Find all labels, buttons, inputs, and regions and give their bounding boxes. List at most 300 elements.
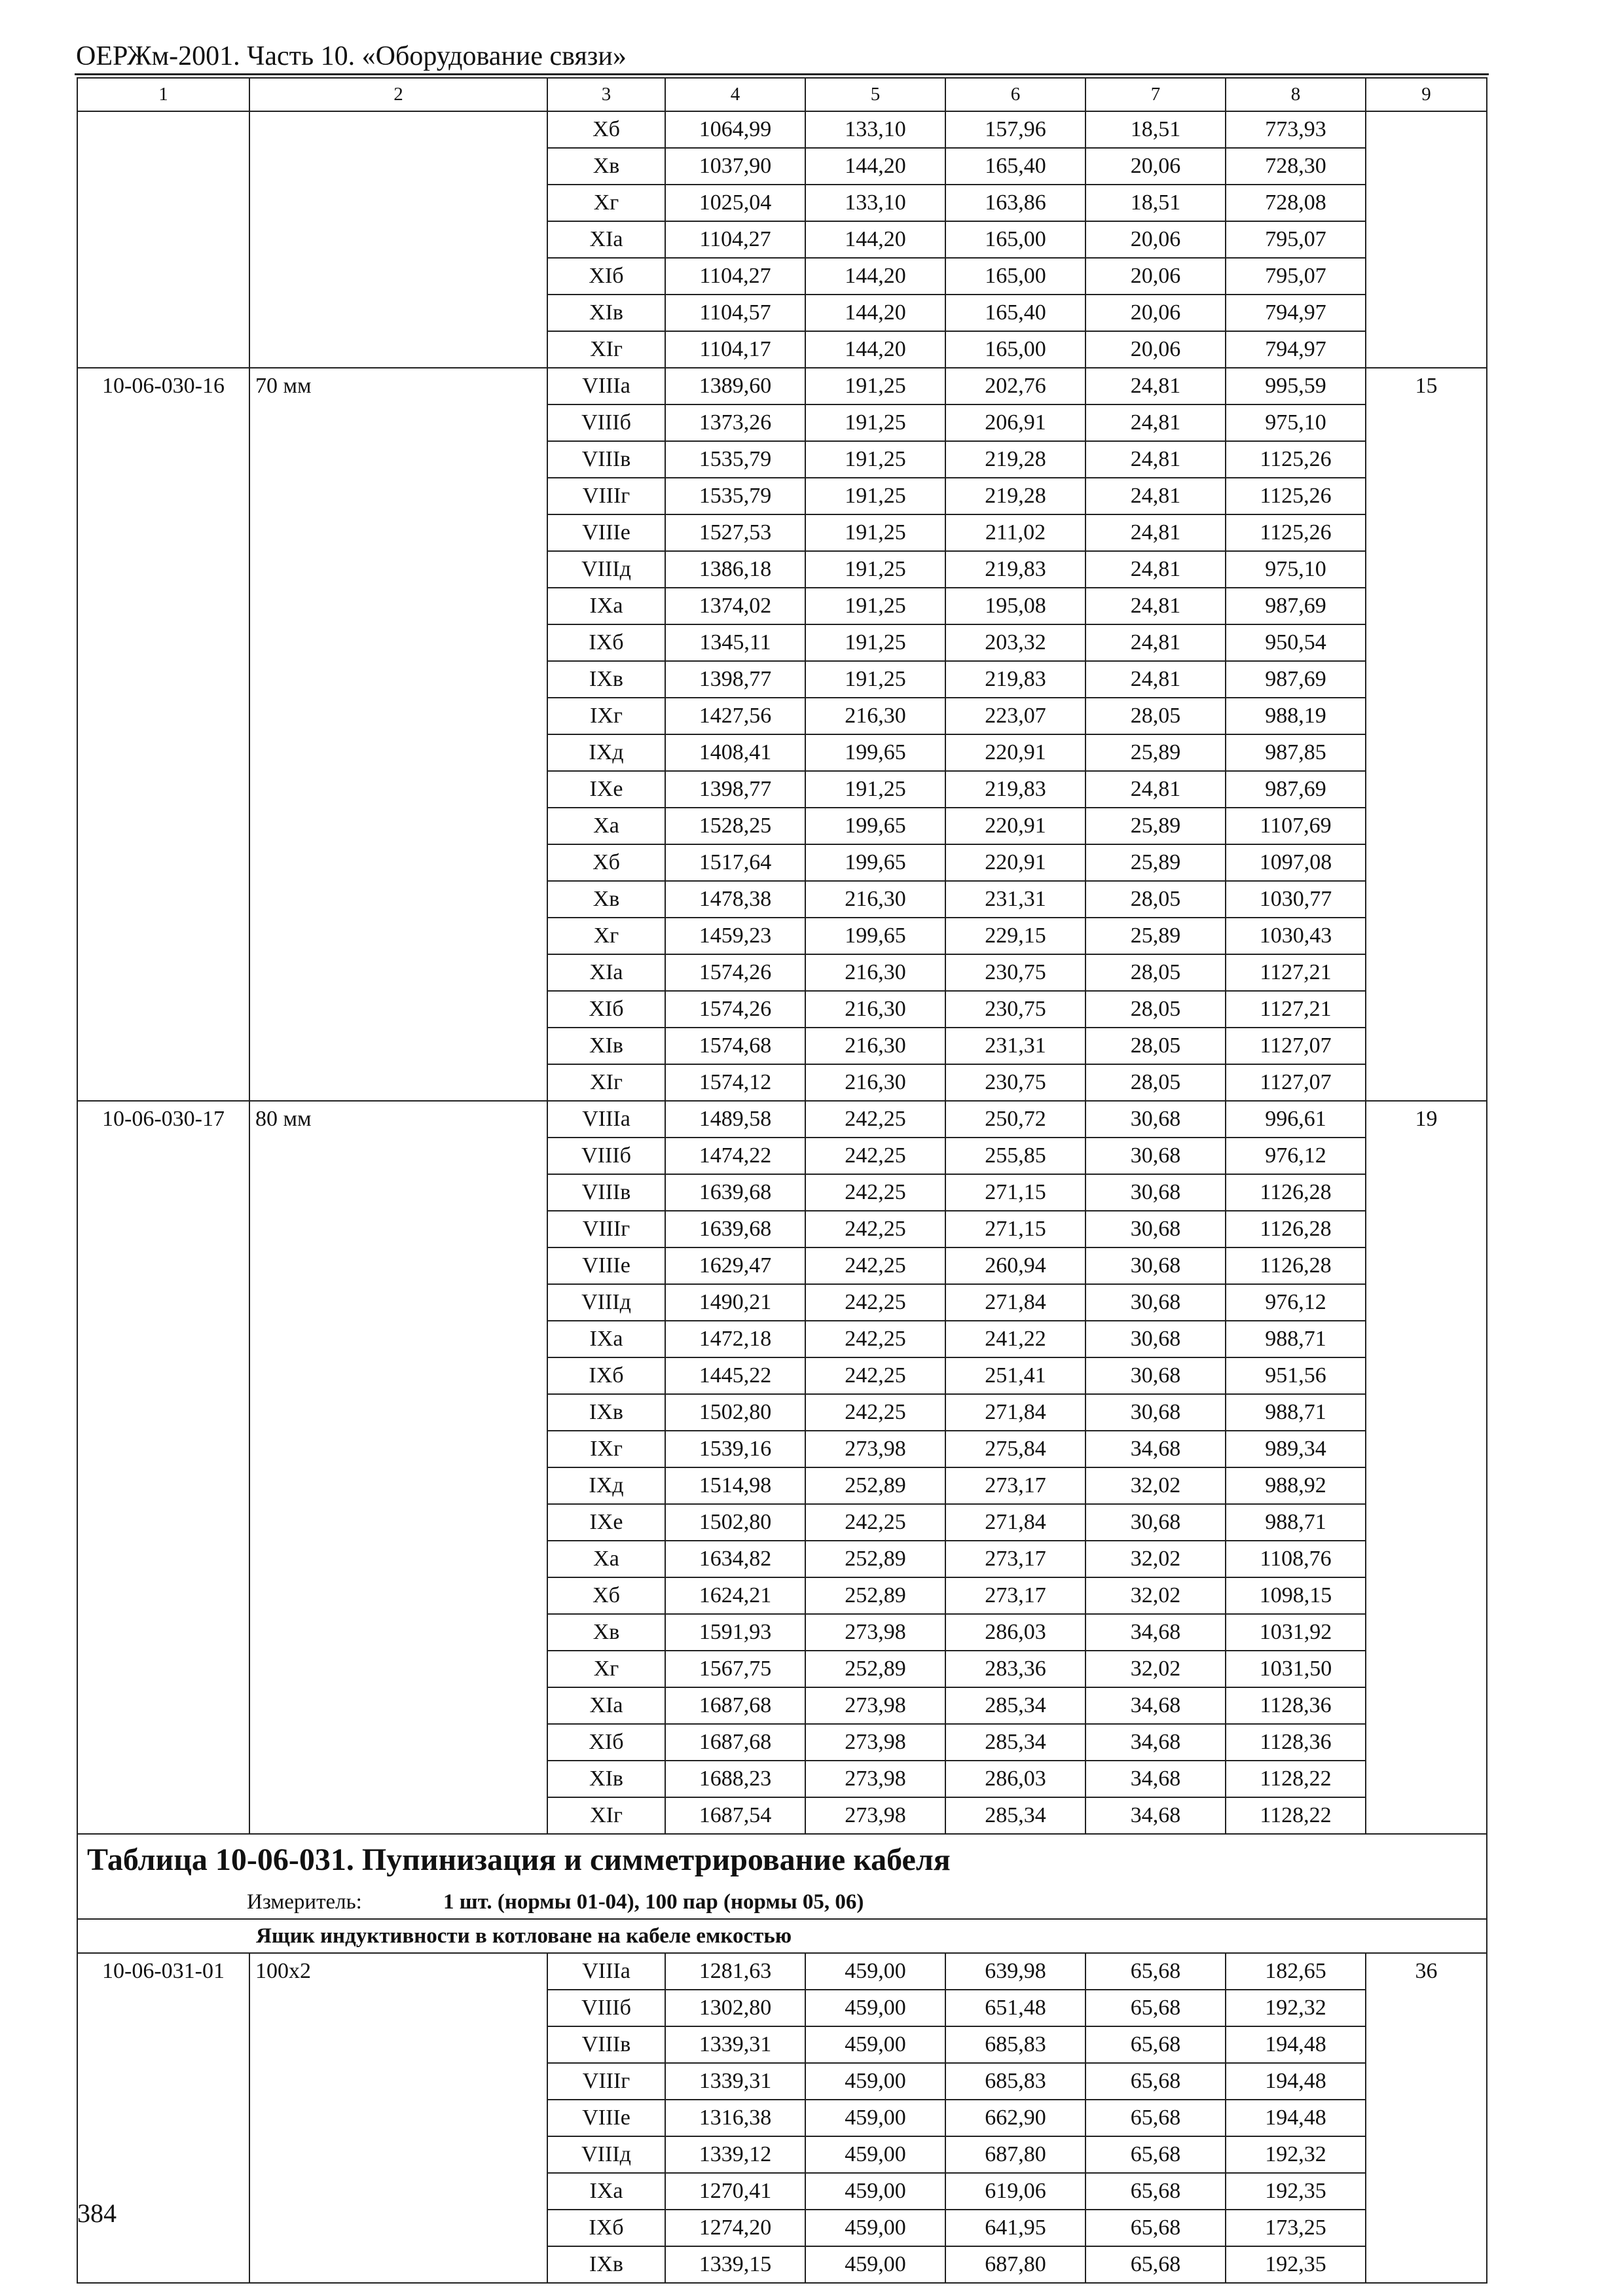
value-cell: 1128,36 xyxy=(1226,1687,1366,1724)
value-cell: 24,81 xyxy=(1085,368,1226,404)
rate-code xyxy=(77,111,249,368)
labor-cell: 19 xyxy=(1366,1101,1487,1834)
value-cell: 988,71 xyxy=(1226,1504,1366,1541)
value-cell: 230,75 xyxy=(945,991,1085,1028)
value-cell: 795,07 xyxy=(1226,258,1366,295)
value-cell: 987,69 xyxy=(1226,771,1366,808)
running-header: ОЕРЖм-2001. Часть 10. «Оборудование связи» xyxy=(76,41,627,71)
value-cell: 987,69 xyxy=(1226,661,1366,698)
zone-cell: IXд xyxy=(547,1467,665,1504)
value-cell: 285,34 xyxy=(945,1797,1085,1834)
section-title-row xyxy=(77,1834,1487,1886)
value-cell: 20,06 xyxy=(1085,295,1226,331)
zone-cell: XIг xyxy=(547,1797,665,1834)
value-cell: 1574,68 xyxy=(665,1028,805,1064)
value-cell: 275,84 xyxy=(945,1431,1085,1467)
value-cell: 252,89 xyxy=(805,1467,945,1504)
zone-cell: IXe xyxy=(547,771,665,808)
value-cell: 1528,25 xyxy=(665,808,805,844)
value-cell: 241,22 xyxy=(945,1321,1085,1357)
value-cell: 219,83 xyxy=(945,661,1085,698)
column-header: 5 xyxy=(805,78,945,111)
rate-code: 10-06-030-17 xyxy=(77,1101,249,1834)
value-cell: 242,25 xyxy=(805,1247,945,1284)
zone-cell: Xв xyxy=(547,148,665,185)
value-cell: 24,81 xyxy=(1085,661,1226,698)
value-cell: 191,25 xyxy=(805,661,945,698)
column-header: 7 xyxy=(1085,78,1226,111)
value-cell: 32,02 xyxy=(1085,1651,1226,1687)
value-cell: 252,89 xyxy=(805,1651,945,1687)
value-cell: 242,25 xyxy=(805,1174,945,1211)
value-cell: 20,06 xyxy=(1085,221,1226,258)
value-cell: 651,48 xyxy=(945,1990,1085,2026)
table-row xyxy=(77,368,1487,404)
value-cell: 1688,23 xyxy=(665,1761,805,1797)
value-cell: 203,32 xyxy=(945,624,1085,661)
value-cell: 459,00 xyxy=(805,2173,945,2210)
value-cell: 242,25 xyxy=(805,1394,945,1431)
value-cell: 1517,64 xyxy=(665,844,805,881)
value-cell: 242,25 xyxy=(805,1357,945,1394)
group-title-row xyxy=(77,1919,1487,1953)
value-cell: 28,05 xyxy=(1085,698,1226,734)
value-cell: 1624,21 xyxy=(665,1577,805,1614)
value-cell: 459,00 xyxy=(805,1953,945,1990)
value-cell: 30,68 xyxy=(1085,1138,1226,1174)
column-header: 9 xyxy=(1366,78,1487,111)
zone-cell: VIIIг xyxy=(547,478,665,514)
value-cell: 285,34 xyxy=(945,1687,1085,1724)
value-cell: 1104,27 xyxy=(665,221,805,258)
zone-cell: IXб xyxy=(547,624,665,661)
rate-name: 80 мм xyxy=(249,1101,547,1834)
value-cell: 216,30 xyxy=(805,991,945,1028)
value-cell: 242,25 xyxy=(805,1284,945,1321)
value-cell: 1126,28 xyxy=(1226,1247,1366,1284)
value-cell: 1472,18 xyxy=(665,1321,805,1357)
column-header: 2 xyxy=(249,78,547,111)
page-number: 384 xyxy=(77,2198,117,2228)
value-cell: 1539,16 xyxy=(665,1431,805,1467)
value-cell: 28,05 xyxy=(1085,1028,1226,1064)
value-cell: 989,34 xyxy=(1226,1431,1366,1467)
value-cell: 988,71 xyxy=(1226,1321,1366,1357)
value-cell: 1098,15 xyxy=(1226,1577,1366,1614)
value-cell: 133,10 xyxy=(805,185,945,221)
value-cell: 1128,22 xyxy=(1226,1761,1366,1797)
value-cell: 1687,54 xyxy=(665,1797,805,1834)
value-cell: 191,25 xyxy=(805,404,945,441)
zone-cell: IXг xyxy=(547,1431,665,1467)
value-cell: 1031,50 xyxy=(1226,1651,1366,1687)
labor-cell xyxy=(1366,111,1487,368)
zone-cell: XIa xyxy=(547,221,665,258)
value-cell: 1408,41 xyxy=(665,734,805,771)
value-cell: 199,65 xyxy=(805,808,945,844)
zone-cell: XIa xyxy=(547,1687,665,1724)
value-cell: 252,89 xyxy=(805,1541,945,1577)
value-cell: 206,91 xyxy=(945,404,1085,441)
value-cell: 271,84 xyxy=(945,1284,1085,1321)
section-title: Таблица 10-06-031. Пупинизация и симметрирование кабеля xyxy=(77,1834,1487,1886)
value-cell: 273,17 xyxy=(945,1577,1085,1614)
zone-cell: IXг xyxy=(547,698,665,734)
value-cell: 32,02 xyxy=(1085,1541,1226,1577)
value-cell: 687,80 xyxy=(945,2136,1085,2173)
value-cell: 30,68 xyxy=(1085,1174,1226,1211)
value-cell: 242,25 xyxy=(805,1101,945,1138)
value-cell: 1339,15 xyxy=(665,2246,805,2283)
value-cell: 1574,12 xyxy=(665,1064,805,1101)
value-cell: 1339,31 xyxy=(665,2026,805,2063)
value-cell: 975,10 xyxy=(1226,404,1366,441)
value-cell: 18,51 xyxy=(1085,111,1226,148)
value-cell: 1574,26 xyxy=(665,954,805,991)
value-cell: 30,68 xyxy=(1085,1321,1226,1357)
zone-cell: VIIIa xyxy=(547,1953,665,1990)
value-cell: 1373,26 xyxy=(665,404,805,441)
value-cell: 794,97 xyxy=(1226,331,1366,368)
value-cell: 220,91 xyxy=(945,734,1085,771)
zone-cell: VIIIe xyxy=(547,1247,665,1284)
value-cell: 192,35 xyxy=(1226,2173,1366,2210)
unit-row xyxy=(77,1886,1487,1919)
value-cell: 1527,53 xyxy=(665,514,805,551)
value-cell: 65,68 xyxy=(1085,1953,1226,1990)
value-cell: 242,25 xyxy=(805,1504,945,1541)
value-cell: 24,81 xyxy=(1085,771,1226,808)
value-cell: 216,30 xyxy=(805,1028,945,1064)
zone-cell: XIг xyxy=(547,1064,665,1101)
rate-name: 70 мм xyxy=(249,368,547,1101)
zone-cell: Xг xyxy=(547,1651,665,1687)
zone-cell: VIIIг xyxy=(547,2063,665,2100)
unit-cell xyxy=(77,1886,1487,1919)
value-cell: 1634,82 xyxy=(665,1541,805,1577)
value-cell: 286,03 xyxy=(945,1614,1085,1651)
value-cell: 1574,26 xyxy=(665,991,805,1028)
value-cell: 30,68 xyxy=(1085,1247,1226,1284)
value-cell: 199,65 xyxy=(805,918,945,954)
value-cell: 1591,93 xyxy=(665,1614,805,1651)
value-cell: 34,68 xyxy=(1085,1614,1226,1651)
value-cell: 250,72 xyxy=(945,1101,1085,1138)
value-cell: 1339,31 xyxy=(665,2063,805,2100)
value-cell: 1445,22 xyxy=(665,1357,805,1394)
value-cell: 976,12 xyxy=(1226,1284,1366,1321)
value-cell: 34,68 xyxy=(1085,1797,1226,1834)
value-cell: 24,81 xyxy=(1085,478,1226,514)
value-cell: 223,07 xyxy=(945,698,1085,734)
value-cell: 459,00 xyxy=(805,2100,945,2136)
value-cell: 459,00 xyxy=(805,2246,945,2283)
value-cell: 242,25 xyxy=(805,1321,945,1357)
value-cell: 65,68 xyxy=(1085,2246,1226,2283)
value-cell: 1126,28 xyxy=(1226,1211,1366,1247)
value-cell: 144,20 xyxy=(805,295,945,331)
value-cell: 252,89 xyxy=(805,1577,945,1614)
value-cell: 191,25 xyxy=(805,514,945,551)
value-cell: 1031,92 xyxy=(1226,1614,1366,1651)
zone-cell: VIIIe xyxy=(547,514,665,551)
value-cell: 192,35 xyxy=(1226,2246,1366,2283)
value-cell: 271,15 xyxy=(945,1211,1085,1247)
value-cell: 65,68 xyxy=(1085,2173,1226,2210)
value-cell: 251,41 xyxy=(945,1357,1085,1394)
value-cell: 1025,04 xyxy=(665,185,805,221)
zone-cell: XIб xyxy=(547,258,665,295)
value-cell: 163,86 xyxy=(945,185,1085,221)
value-cell: 219,28 xyxy=(945,441,1085,478)
column-number-row xyxy=(77,78,1487,111)
value-cell: 191,25 xyxy=(805,478,945,514)
zone-cell: Xб xyxy=(547,844,665,881)
zone-cell: XIв xyxy=(547,1761,665,1797)
zone-cell: XIв xyxy=(547,1028,665,1064)
value-cell: 273,17 xyxy=(945,1541,1085,1577)
value-cell: 1474,22 xyxy=(665,1138,805,1174)
value-cell: 30,68 xyxy=(1085,1101,1226,1138)
value-cell: 18,51 xyxy=(1085,185,1226,221)
value-cell: 1316,38 xyxy=(665,2100,805,2136)
value-cell: 34,68 xyxy=(1085,1724,1226,1761)
zone-cell: VIIIд xyxy=(547,2136,665,2173)
value-cell: 25,89 xyxy=(1085,844,1226,881)
value-cell: 273,98 xyxy=(805,1687,945,1724)
value-cell: 165,00 xyxy=(945,221,1085,258)
value-cell: 231,31 xyxy=(945,1028,1085,1064)
value-cell: 1502,80 xyxy=(665,1394,805,1431)
value-cell: 1104,57 xyxy=(665,295,805,331)
zone-cell: IXa xyxy=(547,2173,665,2210)
value-cell: 1398,77 xyxy=(665,661,805,698)
value-cell: 1270,41 xyxy=(665,2173,805,2210)
value-cell: 65,68 xyxy=(1085,2136,1226,2173)
value-cell: 1030,77 xyxy=(1226,881,1366,918)
zone-cell: VIIIв xyxy=(547,1174,665,1211)
value-cell: 24,81 xyxy=(1085,404,1226,441)
table-row xyxy=(77,111,1487,148)
zone-cell: VIIIв xyxy=(547,441,665,478)
value-cell: 230,75 xyxy=(945,1064,1085,1101)
rate-code: 10-06-030-16 xyxy=(77,368,249,1101)
zone-cell: Xa xyxy=(547,1541,665,1577)
value-cell: 211,02 xyxy=(945,514,1085,551)
zone-cell: XIa xyxy=(547,954,665,991)
zone-cell: XIв xyxy=(547,295,665,331)
value-cell: 988,92 xyxy=(1226,1467,1366,1504)
zone-cell: XIб xyxy=(547,991,665,1028)
table-row xyxy=(77,1953,1487,1990)
value-cell: 220,91 xyxy=(945,844,1085,881)
value-cell: 286,03 xyxy=(945,1761,1085,1797)
value-cell: 191,25 xyxy=(805,368,945,404)
zone-cell: Xб xyxy=(547,111,665,148)
zone-cell: Xa xyxy=(547,808,665,844)
value-cell: 1374,02 xyxy=(665,588,805,624)
value-cell: 1104,17 xyxy=(665,331,805,368)
value-cell: 24,81 xyxy=(1085,551,1226,588)
zone-cell: VIIIa xyxy=(547,368,665,404)
value-cell: 255,85 xyxy=(945,1138,1085,1174)
value-cell: 794,97 xyxy=(1226,295,1366,331)
value-cell: 273,98 xyxy=(805,1614,945,1651)
value-cell: 1127,21 xyxy=(1226,991,1366,1028)
value-cell: 1639,68 xyxy=(665,1174,805,1211)
value-cell: 728,08 xyxy=(1226,185,1366,221)
column-header: 1 xyxy=(77,78,249,111)
value-cell: 1535,79 xyxy=(665,478,805,514)
value-cell: 1502,80 xyxy=(665,1504,805,1541)
labor-cell: 36 xyxy=(1366,1953,1487,2283)
value-cell: 1127,07 xyxy=(1226,1028,1366,1064)
value-cell: 795,07 xyxy=(1226,221,1366,258)
value-cell: 231,31 xyxy=(945,881,1085,918)
value-cell: 34,68 xyxy=(1085,1687,1226,1724)
value-cell: 1629,47 xyxy=(665,1247,805,1284)
zone-cell: XIб xyxy=(547,1724,665,1761)
value-cell: 273,98 xyxy=(805,1761,945,1797)
value-cell: 1107,69 xyxy=(1226,808,1366,844)
value-cell: 20,06 xyxy=(1085,258,1226,295)
unit-label: Измеритель: xyxy=(247,1890,362,1914)
labor-cell: 15 xyxy=(1366,368,1487,1101)
zone-cell: VIIIд xyxy=(547,551,665,588)
zone-cell: VIIIд xyxy=(547,1284,665,1321)
value-cell: 144,20 xyxy=(805,221,945,258)
value-cell: 25,89 xyxy=(1085,734,1226,771)
value-cell: 32,02 xyxy=(1085,1467,1226,1504)
value-cell: 24,81 xyxy=(1085,624,1226,661)
value-cell: 157,96 xyxy=(945,111,1085,148)
value-cell: 219,83 xyxy=(945,771,1085,808)
rate-name xyxy=(249,111,547,368)
value-cell: 216,30 xyxy=(805,1064,945,1101)
value-cell: 144,20 xyxy=(805,148,945,185)
rate-name: 100x2 xyxy=(249,1953,547,2283)
value-cell: 1567,75 xyxy=(665,1651,805,1687)
value-cell: 1037,90 xyxy=(665,148,805,185)
value-cell: 24,81 xyxy=(1085,441,1226,478)
value-cell: 988,19 xyxy=(1226,698,1366,734)
value-cell: 199,65 xyxy=(805,734,945,771)
value-cell: 32,02 xyxy=(1085,1577,1226,1614)
value-cell: 273,98 xyxy=(805,1797,945,1834)
value-cell: 996,61 xyxy=(1226,1101,1366,1138)
value-cell: 271,15 xyxy=(945,1174,1085,1211)
value-cell: 1030,43 xyxy=(1226,918,1366,954)
value-cell: 1339,12 xyxy=(665,2136,805,2173)
value-cell: 65,68 xyxy=(1085,2026,1226,2063)
value-cell: 1687,68 xyxy=(665,1724,805,1761)
zone-cell: IXб xyxy=(547,2210,665,2246)
value-cell: 459,00 xyxy=(805,1990,945,2026)
column-header: 6 xyxy=(945,78,1085,111)
value-cell: 216,30 xyxy=(805,698,945,734)
value-cell: 24,81 xyxy=(1085,588,1226,624)
value-cell: 995,59 xyxy=(1226,368,1366,404)
value-cell: 30,68 xyxy=(1085,1211,1226,1247)
value-cell: 1389,60 xyxy=(665,368,805,404)
column-header: 3 xyxy=(547,78,665,111)
value-cell: 662,90 xyxy=(945,2100,1085,2136)
value-cell: 242,25 xyxy=(805,1138,945,1174)
value-cell: 1097,08 xyxy=(1226,844,1366,881)
value-cell: 191,25 xyxy=(805,771,945,808)
zone-cell: Xг xyxy=(547,918,665,954)
value-cell: 271,84 xyxy=(945,1504,1085,1541)
value-cell: 192,32 xyxy=(1226,1990,1366,2026)
column-header: 4 xyxy=(665,78,805,111)
value-cell: 459,00 xyxy=(805,2210,945,2246)
value-cell: 1535,79 xyxy=(665,441,805,478)
value-cell: 199,65 xyxy=(805,844,945,881)
value-cell: 242,25 xyxy=(805,1211,945,1247)
value-cell: 1125,26 xyxy=(1226,478,1366,514)
value-cell: 230,75 xyxy=(945,954,1085,991)
value-cell: 1128,22 xyxy=(1226,1797,1366,1834)
zone-cell: XIг xyxy=(547,331,665,368)
value-cell: 459,00 xyxy=(805,2063,945,2100)
header-rule xyxy=(75,73,1489,75)
zone-cell: VIIIг xyxy=(547,1211,665,1247)
value-cell: 987,85 xyxy=(1226,734,1366,771)
zone-cell: IXe xyxy=(547,1504,665,1541)
value-cell: 1478,38 xyxy=(665,881,805,918)
rates-table xyxy=(77,77,1487,2284)
value-cell: 144,20 xyxy=(805,331,945,368)
zone-cell: IXв xyxy=(547,1394,665,1431)
value-cell: 1489,58 xyxy=(665,1101,805,1138)
column-header: 8 xyxy=(1226,78,1366,111)
zone-cell: Xб xyxy=(547,1577,665,1614)
value-cell: 30,68 xyxy=(1085,1504,1226,1541)
value-cell: 1345,11 xyxy=(665,624,805,661)
value-cell: 951,56 xyxy=(1226,1357,1366,1394)
value-cell: 144,20 xyxy=(805,258,945,295)
value-cell: 191,25 xyxy=(805,551,945,588)
zone-cell: IXв xyxy=(547,661,665,698)
value-cell: 1386,18 xyxy=(665,551,805,588)
group-title: Ящик индуктивности в котловане на кабеле емкостью xyxy=(77,1919,1487,1953)
zone-cell: VIIIe xyxy=(547,2100,665,2136)
value-cell: 202,76 xyxy=(945,368,1085,404)
value-cell: 191,25 xyxy=(805,588,945,624)
table-row xyxy=(77,1101,1487,1138)
value-cell: 24,81 xyxy=(1085,514,1226,551)
value-cell: 1639,68 xyxy=(665,1211,805,1247)
value-cell: 773,93 xyxy=(1226,111,1366,148)
zone-cell: VIIIб xyxy=(547,404,665,441)
value-cell: 195,08 xyxy=(945,588,1085,624)
value-cell: 987,69 xyxy=(1226,588,1366,624)
value-cell: 685,83 xyxy=(945,2063,1085,2100)
value-cell: 192,32 xyxy=(1226,2136,1366,2173)
value-cell: 273,17 xyxy=(945,1467,1085,1504)
value-cell: 194,48 xyxy=(1226,2026,1366,2063)
value-cell: 1398,77 xyxy=(665,771,805,808)
zone-cell: IXд xyxy=(547,734,665,771)
value-cell: 459,00 xyxy=(805,2026,945,2063)
value-cell: 25,89 xyxy=(1085,918,1226,954)
value-cell: 1126,28 xyxy=(1226,1174,1366,1211)
value-cell: 1514,98 xyxy=(665,1467,805,1504)
value-cell: 685,83 xyxy=(945,2026,1085,2063)
value-cell: 1459,23 xyxy=(665,918,805,954)
rate-code: 10-06-031-01 xyxy=(77,1953,249,2283)
value-cell: 165,00 xyxy=(945,331,1085,368)
